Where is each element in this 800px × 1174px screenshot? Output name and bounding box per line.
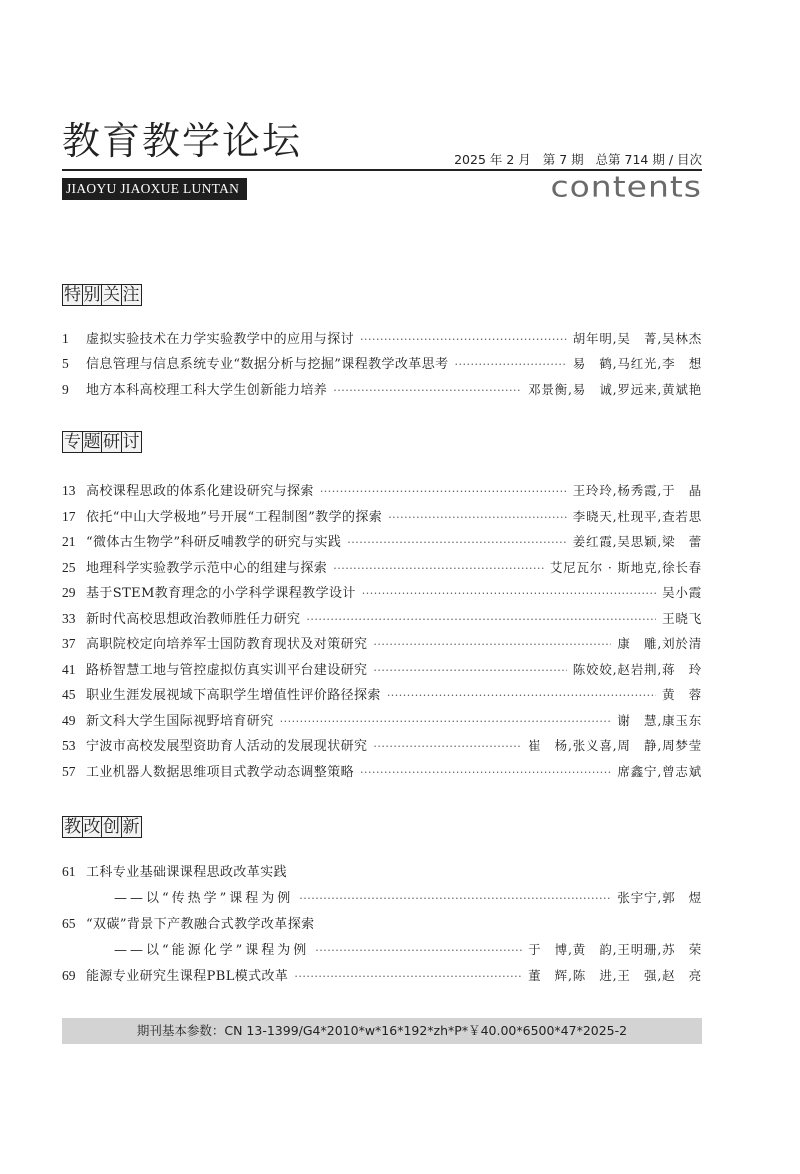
- heading-char: 创: [103, 817, 120, 837]
- toc-entry[interactable]: [62, 912, 702, 936]
- article-subtitle: ——以“传热学”课程为例: [114, 891, 294, 906]
- page-number: 9: [62, 382, 69, 397]
- journal-title: 教育教学论坛: [62, 119, 303, 163]
- toc-entry[interactable]: [62, 658, 702, 682]
- page-number: 69: [62, 968, 76, 983]
- dot-leader: [299, 887, 611, 911]
- dot-leader: [347, 531, 566, 555]
- article-authors: 黄 蓉: [662, 687, 702, 702]
- contents-label: contents: [550, 170, 702, 204]
- article-authors: 王晓飞: [662, 611, 702, 626]
- article-authors: 崔 杨,张义喜,周 静,周梦莹: [528, 738, 702, 753]
- article-authors: 谢 慧,康玉东: [617, 713, 702, 728]
- toc-entry[interactable]: [62, 327, 702, 351]
- toc-entry[interactable]: [62, 607, 702, 631]
- article-title: 基于STEM教育理念的小学科学课程教学设计: [86, 586, 356, 601]
- article-authors: 陈姣姣,赵岩荆,蒋 玲: [572, 662, 702, 677]
- page-number: 57: [62, 764, 76, 779]
- page-number: 49: [62, 713, 76, 728]
- article-title: 信息管理与信息系统专业“数据分析与挖掘”课程教学改革思考: [86, 357, 449, 372]
- heading-char: 教: [64, 817, 81, 837]
- heading-char: 注: [122, 285, 140, 305]
- article-authors: 于 博,黄 韵,王明珊,苏 荣: [528, 942, 702, 957]
- heading-char: 研: [103, 432, 120, 452]
- dot-leader: [373, 735, 522, 759]
- journal-pinyin-title: JIAOYU JIAOXUE LUNTAN: [62, 178, 247, 200]
- section-heading-special-focus: [62, 284, 140, 306]
- toc-entry[interactable]: [62, 505, 702, 529]
- article-authors: 艾尼瓦尔 · 斯地克,徐长春: [549, 560, 702, 575]
- article-authors: 王玲玲,杨秀霞,于 晶: [572, 483, 702, 498]
- page-number: 41: [62, 662, 76, 677]
- article-title: 能源专业研究生课程PBL模式改革: [86, 969, 289, 984]
- toc-entry[interactable]: [62, 352, 702, 376]
- toc-entry[interactable]: [62, 556, 702, 580]
- article-authors: 邓景衡,易 诚,罗远来,黄斌艳: [528, 382, 702, 397]
- section-heading-topic-discussion: [62, 431, 140, 453]
- heading-char: 新: [122, 817, 140, 837]
- dot-leader: [333, 379, 522, 403]
- article-authors: 姜红霞,吴思颖,梁 蕾: [572, 534, 702, 549]
- article-title: 工业机器人数据思维项目式教学动态调整策略: [86, 765, 355, 780]
- toc-entry[interactable]: [62, 632, 702, 656]
- page-number: 53: [62, 738, 76, 753]
- article-title: 虚拟实验技术在力学实验教学中的应用与探讨: [86, 332, 355, 347]
- article-title: “微体古生物学”科研反哺教学的研究与实践: [86, 535, 342, 550]
- page-number: 61: [62, 864, 76, 879]
- dot-leader: [320, 480, 567, 504]
- article-title: 高校课程思政的体系化建设研究与探索: [86, 484, 314, 499]
- heading-char: 别: [83, 285, 101, 305]
- article-title: 路桥智慧工地与管控虚拟仿真实训平台建设研究: [86, 663, 368, 678]
- dot-leader: [373, 633, 611, 657]
- heading-char: 特: [64, 285, 81, 305]
- toc-entry[interactable]: [62, 734, 702, 758]
- dot-leader: [362, 582, 656, 606]
- toc-entry[interactable]: [62, 683, 702, 707]
- article-title: 宁波市高校发展型资助育人活动的发展现状研究: [86, 739, 368, 754]
- article-title: 高职院校定向培养军士国防教育现状及对策研究: [86, 637, 368, 652]
- heading-char: 题: [83, 432, 101, 452]
- article-title: 依托“中山大学极地”号开展“工程制图”教学的探索: [86, 510, 383, 525]
- page-number: 5: [62, 356, 69, 371]
- article-title: 新文科大学生国际视野培育研究: [86, 714, 274, 729]
- page-number: 17: [62, 509, 76, 524]
- toc-entry[interactable]: [62, 964, 702, 988]
- article-title: 地理科学实验教学示范中心的组建与探索: [86, 561, 328, 576]
- article-authors: 李晓天,杜现平,查若思: [572, 509, 702, 524]
- dot-leader: [360, 328, 567, 352]
- page-number: 45: [62, 687, 76, 702]
- page-number: 65: [62, 916, 76, 931]
- article-title: 新时代高校思想政治教师胜任力研究: [86, 612, 301, 627]
- dot-leader: [280, 710, 612, 734]
- article-authors: 张宇宁,郭 煜: [617, 890, 702, 905]
- dot-leader: [306, 608, 656, 632]
- dot-leader: [455, 353, 567, 377]
- article-authors: 席鑫宁,曾志斌: [617, 764, 702, 779]
- page-number: 37: [62, 636, 76, 651]
- toc-entry[interactable]: [62, 479, 702, 503]
- page-number: 33: [62, 611, 76, 626]
- toc-entry[interactable]: [62, 760, 702, 784]
- page-number: 29: [62, 585, 76, 600]
- dot-leader: [388, 506, 567, 530]
- toc-entry[interactable]: [62, 378, 702, 402]
- toc-entry[interactable]: [62, 581, 702, 605]
- article-authors: 康 雕,刘於清: [617, 636, 702, 651]
- toc-entry[interactable]: [62, 530, 702, 554]
- heading-char: 改: [83, 817, 101, 837]
- journal-parameters-bar: 期刊基本参数：CN 13-1399/G4*2010*w*16*192*zh*P*￥40.00*6500*47*2025-2: [62, 1018, 702, 1044]
- dot-leader: [360, 761, 611, 785]
- toc-entry[interactable]: [62, 709, 702, 733]
- dot-leader: [373, 659, 566, 683]
- article-title: 地方本科高校理工科大学生创新能力培养: [86, 383, 328, 398]
- issue-info: 2025 年 2 月 第 7 期 总第 714 期 / 目次: [454, 152, 702, 167]
- toc-entry-subtitle[interactable]: [62, 938, 702, 962]
- page-number: 13: [62, 483, 76, 498]
- article-title: 工科专业基础课课程思政改革实践: [86, 865, 288, 880]
- heading-char: 讨: [122, 432, 140, 452]
- dot-leader: [294, 965, 522, 989]
- heading-char: 关: [103, 285, 120, 305]
- toc-entry[interactable]: [62, 860, 702, 884]
- article-authors: 胡年明,吴 菁,吴林杰: [572, 331, 702, 346]
- heading-char: 专: [64, 432, 81, 452]
- page-number: 1: [62, 331, 69, 346]
- toc-entry-subtitle[interactable]: [62, 886, 702, 910]
- page-number: 21: [62, 534, 76, 549]
- article-authors: 董 辉,陈 进,王 强,赵 亮: [528, 968, 702, 983]
- article-subtitle: ——以“能源化学”课程为例: [114, 943, 310, 958]
- section-heading-teaching-reform: [62, 816, 140, 838]
- dot-leader: [315, 939, 522, 963]
- dot-leader: [333, 557, 544, 581]
- article-title: 职业生涯发展视域下高职学生增值性评价路径探索: [86, 688, 381, 703]
- page-number: 25: [62, 560, 76, 575]
- article-authors: 易 鹤,马红光,李 想: [572, 356, 702, 371]
- dot-leader: [387, 684, 656, 708]
- article-authors: 吴小霞: [662, 585, 702, 600]
- article-title: “双碳”背景下产教融合式教学改革探索: [86, 917, 315, 932]
